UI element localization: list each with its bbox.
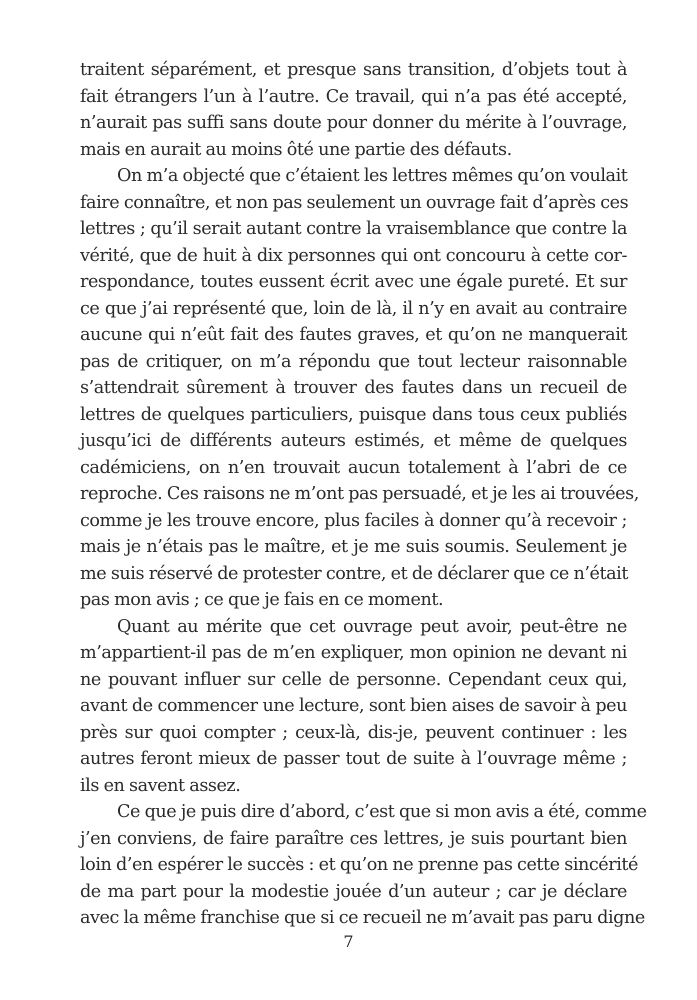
text-line: avec la même franchise que si ce recueil ne m’avait pas paru digne [80, 908, 645, 928]
paragraph [80, 614, 627, 800]
text-line: lettres ; qu’il serait autant contre la vraisemblance que contre la [80, 219, 627, 239]
text-line: Quant au mérite que cet ouvrage peut avoir, peut-être ne [117, 616, 627, 637]
text-line: ce que j’ai représenté que, loin de là, il n’y en avait au contraire [80, 298, 627, 319]
text-line: fait étrangers l’un à l’autre. Ce travail, qui n’a pas été accepté, [80, 86, 627, 107]
text-line: cadémiciens, on n’en trouvait aucun totalement à l’abri de ce [80, 457, 627, 478]
text-line: j’en conviens, de faire paraître ces lettres, je suis pourtant bien [80, 828, 627, 849]
paragraph [80, 163, 639, 614]
paragraph [80, 57, 627, 163]
text-line: vérité, que de huit à dix personnes qui ont concouru à cette cor- [80, 245, 627, 266]
text-line: Ce que je puis dire d’abord, c’est que si mon avis a été, comme [117, 802, 647, 822]
text-line: pas mon avis ; ce que je fais en ce moment. [80, 590, 444, 610]
page-number: 7 [343, 932, 354, 951]
text-line: traitent séparément, et presque sans transition, d’objets tout à [80, 60, 627, 80]
text-line: faire connaître, et non pas seulement un ouvrage fait d’après ces [80, 192, 629, 213]
paragraph [80, 799, 647, 932]
text-line: n’aurait pas suffi sans doute pour donner du mérite à l’ouvrage, [80, 113, 627, 133]
text-line: pas de critiquer, on m’a répondu que tout lecteur raisonnable [80, 351, 627, 372]
text-line: mais en aurait au moins ôté une partie des défauts. [80, 139, 512, 160]
text-line: ne pouvant influer sur celle de personne. Cependant ceux qui, [80, 669, 627, 690]
text-line: me suis réservé de protester contre, et de déclarer que ce n’était [80, 563, 628, 584]
text-line: aucune qui n’eût fait des fautes graves, et qu’on ne manquerait [80, 325, 627, 345]
text-line: comme je les trouve encore, plus faciles à donner qu’à recevoir ; [80, 510, 627, 531]
text-line: de ma part pour la modestie jouée d’un auteur ; car je déclare [80, 881, 627, 902]
text-line: s’attendrait sûrement à trouver des fautes dans un recueil de [80, 378, 627, 398]
text-line: reproche. Ces raisons ne m’ont pas persuadé, et je les ai trouvées, [80, 484, 639, 504]
text-line: avant de commencer une lecture, sont bien aises de savoir à peu [80, 696, 627, 716]
text-line: On m’a objecté que c’étaient les lettres mêmes qu’on voulait [117, 166, 628, 186]
text-line: lettres de quelques particuliers, puisque dans tous ceux publiés [80, 404, 627, 425]
text-line: mais je n’étais pas le maître, et je me suis soumis. Seulement je [80, 537, 627, 557]
text-line: jusqu’ici de différents auteurs estimés, et même de quelques [80, 431, 627, 451]
page-text-column [80, 57, 647, 932]
text-line: loin d’en espérer le succès : et qu’on ne prenne pas cette sincérité [80, 855, 638, 875]
text-line: respondance, toutes eussent écrit avec une égale pureté. Et sur [80, 272, 627, 292]
text-line: autres feront mieux de passer tout de suite à l’ouvrage même ; [80, 749, 627, 769]
text-line: près sur quoi compter ; ceux-là, dis-je, peuvent continuer : les [80, 722, 627, 743]
text-line: ils en savent assez. [80, 775, 241, 796]
text-line: m’appartient-il pas de m’en expliquer, mon opinion ne devant ni [80, 643, 627, 663]
